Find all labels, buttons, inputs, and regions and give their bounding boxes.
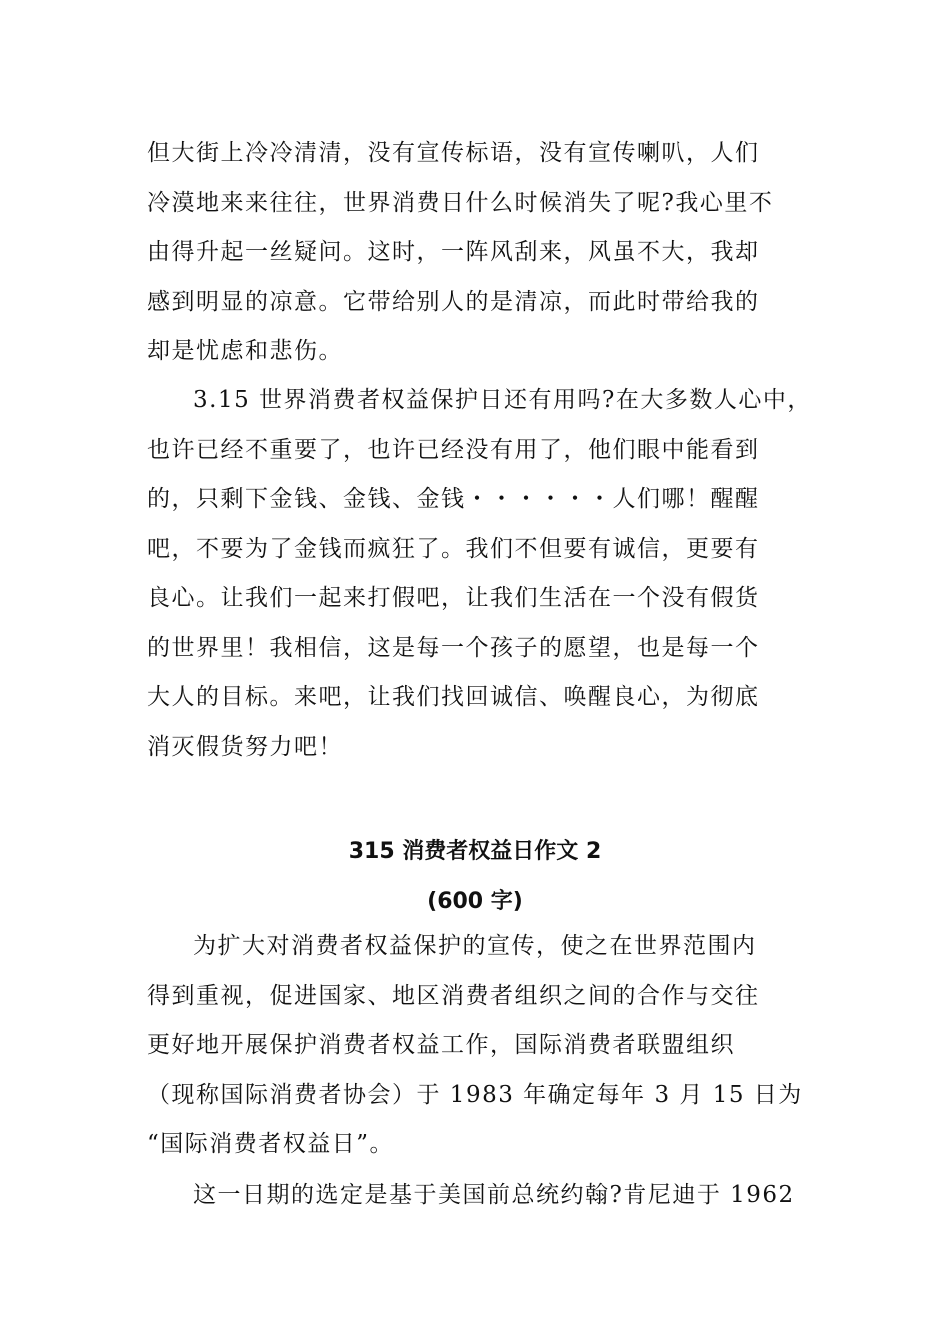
text-line: 大人的目标。来吧，让我们找回诚信、唤醒良心，为彻底 bbox=[147, 684, 760, 710]
text-line: 却是忧虑和悲伤。 bbox=[147, 338, 343, 364]
text-line: “国际消费者权益日”。 bbox=[147, 1131, 395, 1157]
paragraph-1 bbox=[147, 129, 807, 377]
text-line: 冷漠地来来往往，世界消费日什么时候消失了呢?我心里不 bbox=[147, 189, 774, 216]
text-line: （现称国际消费者协会）于 1983 年确定每年 3 月 15 日为 bbox=[147, 1081, 803, 1108]
paragraph-2 bbox=[147, 376, 812, 772]
text-line: 吧，不要为了金钱而疯狂了。我们不但要有诚信，更要有 bbox=[147, 535, 760, 562]
text-line: 也许已经不重要了，也许已经没有用了，他们眼中能看到 bbox=[147, 436, 760, 463]
paragraph-4 bbox=[147, 1171, 807, 1221]
text-line: 的，只剩下金钱、金钱、金钱・・・・・・人们哪！醒醒 bbox=[147, 486, 760, 512]
text-line: 这一日期的选定是基于美国前总统约翰?肯尼迪于 1962 bbox=[193, 1182, 795, 1208]
text-line: 良心。让我们一起来打假吧，让我们生活在一个没有假货 bbox=[147, 585, 760, 611]
text-line: 感到明显的凉意。它带给别人的是清凉，而此时带给我的 bbox=[147, 288, 760, 315]
essay-title: 315 消费者权益日作文 2 bbox=[348, 839, 602, 864]
text-line: 更好地开展保护消费者权益工作，国际消费者联盟组织 bbox=[147, 1032, 735, 1058]
text-line: 由得升起一丝疑问。这时，一阵风刮来，风虽不大，我却 bbox=[147, 239, 760, 265]
text-line: 为扩大对消费者权益保护的宣传，使之在世界范围内 bbox=[193, 933, 757, 959]
essay-subtitle: (600 字) bbox=[427, 889, 523, 914]
text-line: 得到重视，促进国家、地区消费者组织之间的合作与交往 bbox=[147, 982, 760, 1009]
text-line: 消灭假货努力吧！ bbox=[147, 733, 343, 760]
text-line: 但大街上冷冷清清，没有宣传标语，没有宣传喇叭，人们 bbox=[147, 140, 760, 166]
paragraph-3 bbox=[147, 922, 807, 1170]
text-line: 3.15 世界消费者权益保护日还有用吗?在大多数人心中， bbox=[193, 387, 812, 413]
text-line: 的世界里！我相信，这是每一个孩子的愿望，也是每一个 bbox=[147, 634, 760, 661]
